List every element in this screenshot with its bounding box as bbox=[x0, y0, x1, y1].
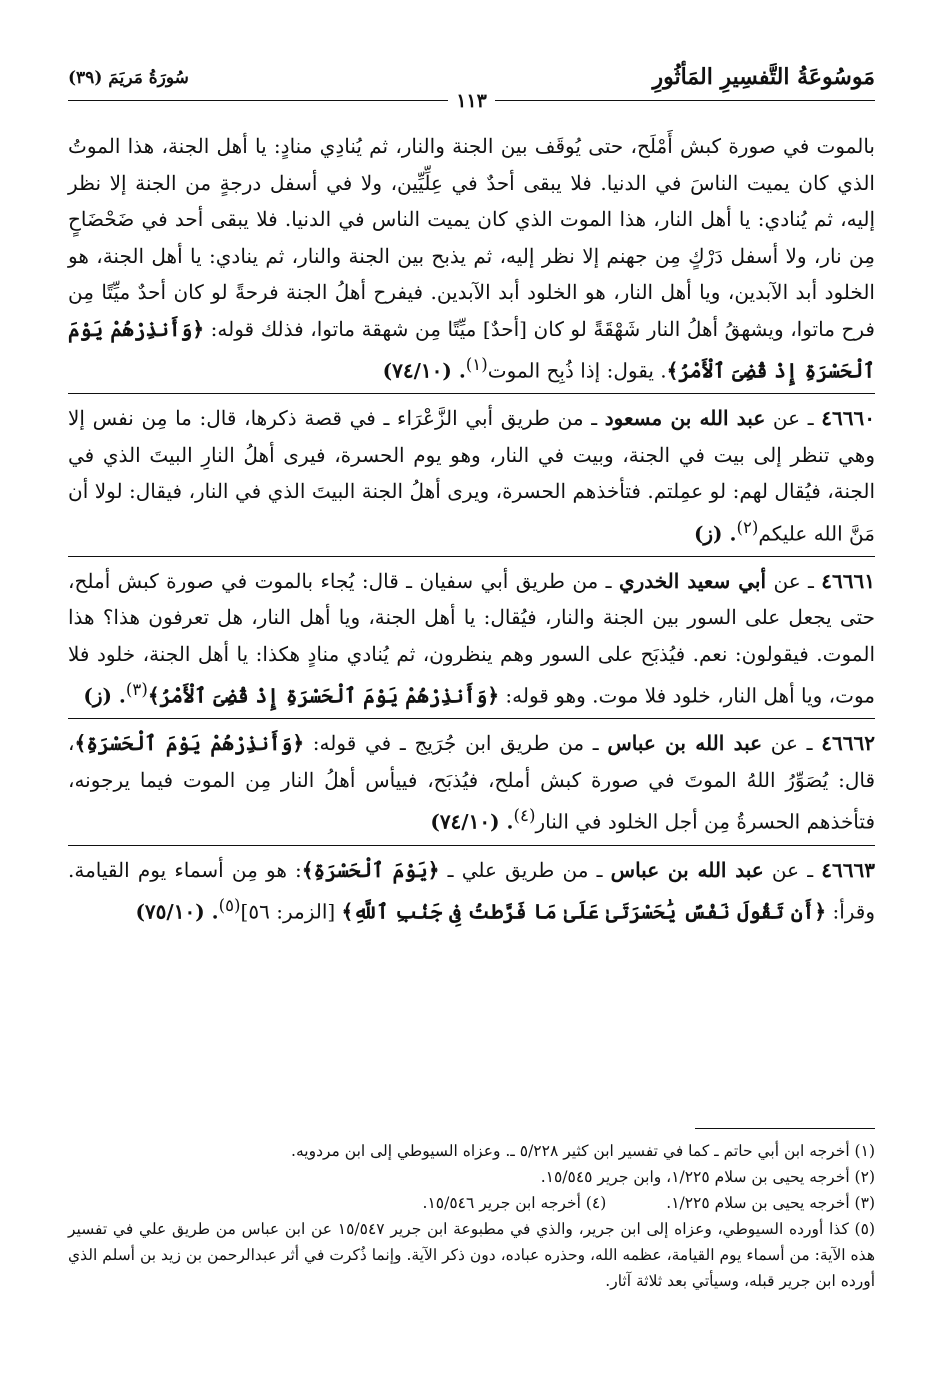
entry-text: ـ من طريق أبي الزَّعْرَاء ـ في قصة ذكرها، قال: ما مِن نفس إلا وهي تنظر إلى بيت في الجنة، وبيت في النار، وهو يوم الحسرة، فيرى أهلُ النارِ البيتَ الذي في الجنة، فيُقال لهم: لو عمِلتم. فتأخذهم الحسرة، ويرى أهلُ الجنة البيتَ الذي في النار، فيقال: لولا أن مَنَّ الله عليكم bbox=[68, 406, 875, 546]
intro-paragraph bbox=[68, 128, 875, 389]
narrator: أبي سعيد الخدري bbox=[618, 568, 767, 593]
entry-pre: ـ عن bbox=[765, 406, 822, 431]
narrator: عبد الله بن مسعود bbox=[604, 406, 766, 431]
page-header bbox=[68, 64, 875, 112]
footnote-marker: (٥) bbox=[218, 896, 241, 916]
reference: . (٧٥/١٠) bbox=[135, 899, 219, 924]
entry-number: ٤٦٦٦٢ bbox=[821, 731, 875, 756]
entry-separator bbox=[68, 393, 875, 394]
reference: . (٧٤/١٠) bbox=[430, 810, 514, 835]
footnote-5: (٥) كذا أورده السيوطي، وعزاه إلى ابن جرير، والذي في مطبوعة ابن جرير ١٥/٥٤٧ عن ابن عباس من طريق علي في تفسير هذه الآية: من أسماء يوم القيامة، عظمه الله، وحذره عباده، دون ذكر الآية. وإنما ذُكرت في أثر عبدالرحمن بن زيد بن أسلم الذي أورده ابن جرير قبله، وسيأتي بعد ثلاثة آثار. bbox=[68, 1220, 875, 1290]
quran-verse: ﴿وَأَنذِرْهُمْ يَوْمَ ٱلْحَسْرَةِ إِذْ قُضِىَ ٱلْأَمْرُ﴾ bbox=[147, 683, 500, 708]
entry-text: ـ من طريق أبي سفيان ـ قال: يُجاء بالموت في صورة كبش أملح، حتى يجعل على السور بين الجنة والنار، فيُقال: يا أهل الجنة، ويا أهل النار، هل تعرفون هذا؟ هذا الموت. فيقولون: نعم. فيُذبَح على السور وهم ينظرون، ثم يُنادي منادٍ هكذا: يا أهل الجنة، خلود فلا موت، ويا أهل النار، خلود فلا موت. وهو قوله: bbox=[68, 568, 875, 708]
entry-number: ٤٦٦٦٠ bbox=[821, 406, 875, 431]
quran-verse: ﴿وَأَنذِرْهُمْ يَوْمَ ٱلْحَسْرَةِ﴾ bbox=[74, 731, 305, 756]
narrator: عبد الله بن عباس bbox=[610, 857, 764, 882]
entry-pre: ـ عن bbox=[766, 568, 822, 593]
footnote-1: (١) أخرجه ابن أبي حاتم ـ كما في تفسير ابن كثير ٥/٢٢٨ ـ. وعزاه السيوطي إلى ابن مردويه. bbox=[291, 1142, 875, 1160]
footnote-3: (٣) أخرجه يحيى بن سلام ١/٢٢٥. bbox=[666, 1194, 875, 1212]
footnote-4: (٤) أخرجه ابن جرير ١٥/٥٤٦. bbox=[422, 1194, 607, 1212]
entry-46662 bbox=[68, 725, 875, 840]
entry-separator bbox=[68, 845, 875, 846]
narrator: عبد الله بن عباس bbox=[607, 731, 763, 756]
footnote-row bbox=[68, 1190, 875, 1216]
quran-verse: ﴿وَأَنذِرْهُمْ يَوْمَ ٱلْحَسْرَةِ إِذْ قُضِىَ ٱلْأَمْرُ﴾ bbox=[68, 316, 875, 383]
entry-46663 bbox=[68, 852, 875, 931]
footnote-marker: (١) bbox=[465, 355, 488, 374]
surah-label: سُورَةُ مَريَمَ (٣٩) bbox=[68, 68, 189, 88]
entry-number: ٤٦٦٦٣ bbox=[821, 857, 876, 882]
entry-separator bbox=[68, 718, 875, 719]
reference: . (٧٤/١٠) bbox=[382, 358, 466, 383]
footnote-marker: (٣) bbox=[125, 680, 148, 700]
entry-text-2: : هو مِن أسماء يوم القيامة. وقرأ: bbox=[68, 857, 875, 924]
entry-pre: ـ عن bbox=[763, 857, 822, 882]
footnote-marker: (٢) bbox=[736, 517, 759, 537]
quran-verse-2: ﴿أَن تَقُولَ نَفْسٌ يَٰحَسْرَتَىٰ عَلَىٰ مَا فَرَّطتُ فِى جَنۢبِ ٱللَّهِ﴾ bbox=[341, 899, 827, 924]
page-number-wrap bbox=[68, 90, 875, 112]
intro-after: . يقول: إذا ذُبِح الموت bbox=[487, 358, 667, 383]
entry-text-3: [الزمر: ٥٦] bbox=[240, 899, 342, 924]
intro-text: بالموت في صورة كبش أَمْلَح، حتى يُوقَف بين الجنة والنار، ثم يُنادِي منادٍ: يا أهل الجنة، هذا الموتُ الذي كان يميت الناسَ في الدنيا. فلا يبقى أحدٌ في عِلِّيِّين، ولا في أسفل درجةٍ من الجنة إلا نظر إليه، ثم يُنادي: يا أهل النار، هذا الموت الذي كان يميت الناس في الدنيا. فلا يبقى أحد في ضَحْضَاحٍ مِن نار، ولا أسفل دَرْكٍ مِن جهنم إلا نظر إليه، ثم يذبح بين الجنة والنار، ثم ينادي: يا أهل الجنة، هو الخلود أبد الآبدين، ويا أهل النار، هو الخلود أبد الآبدين. فيفرح أهلُ الجنة فرحةً لو كان أحدٌ ميِّتًا مِن فرح ماتوا، ويشهقُ أهلُ النار شَهْقَةً لو كان [أحدٌ] ميِّتًا مِن شهقة ماتوا، فذلك قوله: bbox=[68, 134, 875, 341]
footnote-rule bbox=[695, 1128, 875, 1129]
entry-text: ـ من طريق علي ـ bbox=[439, 857, 611, 882]
entry-46660 bbox=[68, 400, 875, 552]
book-title: مَوسُوعَةُ التَّفسِيرِ المَأثُورِ bbox=[652, 64, 875, 90]
footnote-marker: (٤) bbox=[513, 806, 536, 826]
main-text bbox=[68, 128, 875, 930]
page-number: ١١٣ bbox=[448, 90, 495, 112]
entry-number: ٤٦٦٦١ bbox=[821, 568, 876, 593]
footnotes bbox=[68, 1138, 875, 1294]
footnote-2: (٢) أخرجه يحيى بن سلام ١/٢٢٥، وابن جرير ١٥/٥٤٥. bbox=[540, 1168, 875, 1186]
entry-pre: ـ عن bbox=[762, 731, 822, 756]
entry-text: ـ من طريق ابن جُرَيج ـ في قوله: bbox=[304, 731, 608, 756]
quran-verse: ﴿يَوْمَ ٱلْحَسْرَةِ﴾ bbox=[301, 857, 440, 882]
reference: . (ز) bbox=[693, 521, 737, 546]
entry-46661 bbox=[68, 563, 875, 715]
entry-separator bbox=[68, 556, 875, 557]
entry-text-2: ، قال: يُصَوِّرُ اللهُ الموتَ في صورة كبش أملح، فيُذبَح، فييأس أهلُ النار مِن الموت فيما يرجونه، فتأخذهم الحسرةُ مِن أجل الخلود في النار bbox=[68, 731, 876, 835]
reference: . (ز) bbox=[83, 683, 126, 708]
